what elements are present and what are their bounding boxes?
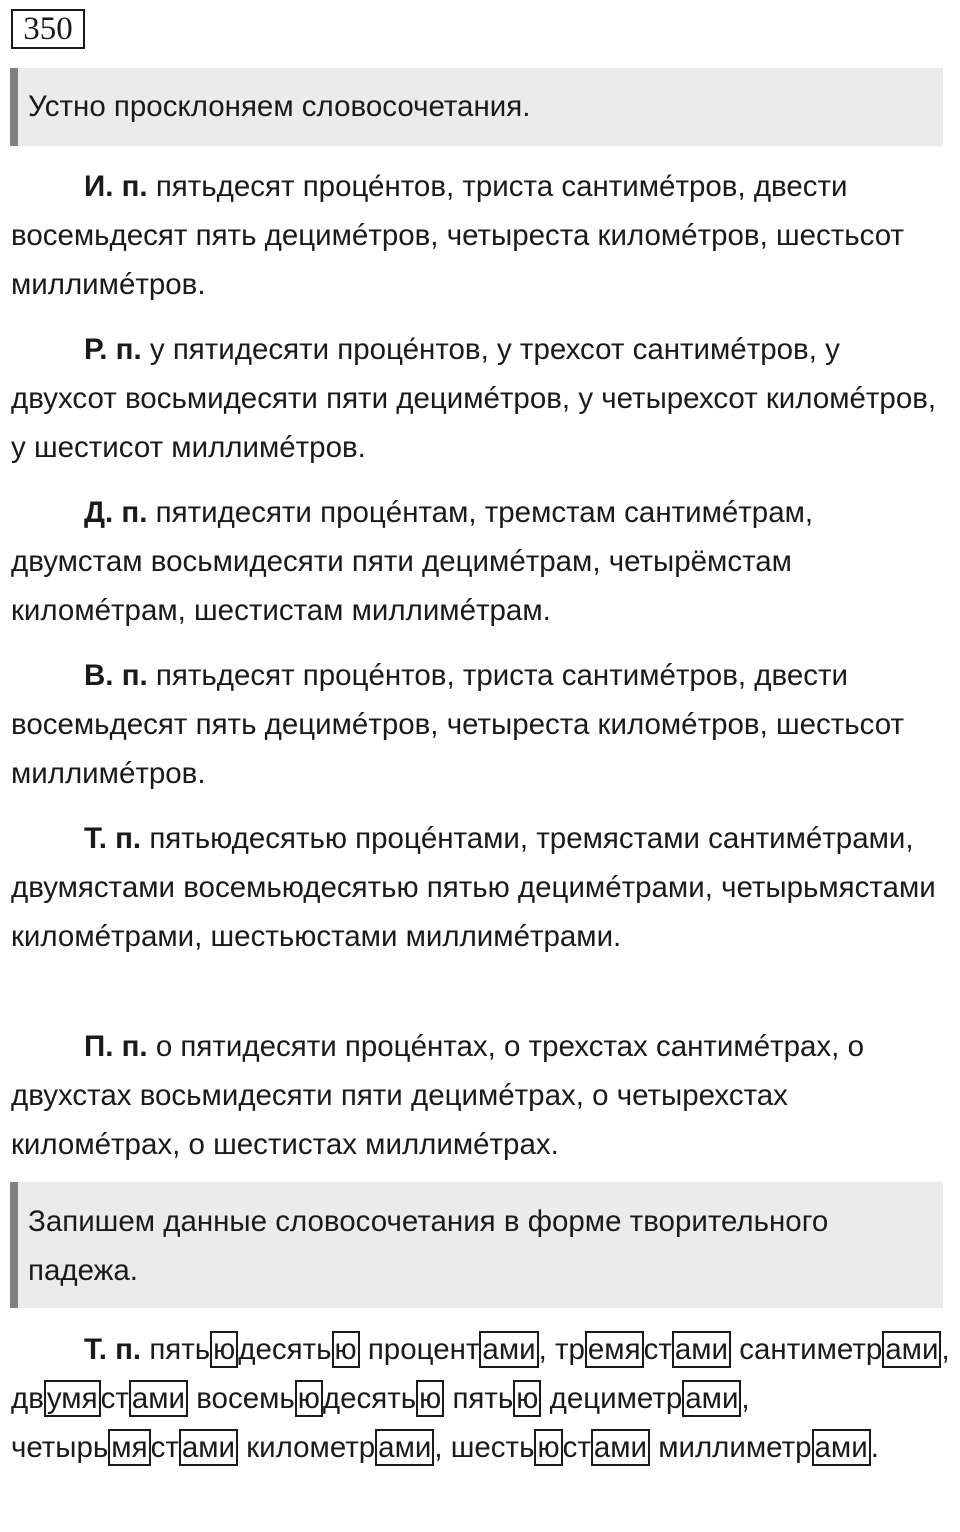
case-genitive — [11, 325, 951, 472]
text-fragment: ст — [100, 1382, 129, 1415]
highlighted-morpheme: ю — [534, 1429, 562, 1466]
text-fragment: , шесть — [434, 1431, 535, 1464]
final-instrumental — [11, 1325, 951, 1472]
highlighted-morpheme: ю — [416, 1380, 444, 1417]
exercise-number: 350 — [11, 9, 85, 49]
highlighted-morpheme: ами — [672, 1331, 731, 1368]
case-label: Р. п. — [84, 333, 142, 366]
highlighted-morpheme: мя — [108, 1429, 150, 1466]
final-text — [11, 1331, 950, 1466]
case-label: Т. п. — [84, 1333, 142, 1366]
highlighted-morpheme: ю — [210, 1331, 238, 1368]
text-fragment: ст — [150, 1431, 179, 1464]
case-text: пятьдесят проце́нтов, триста сантиме́тров, двести восемьдесят пять децимéтров, четыреста киломéтров, шестьсот миллимéтров. — [11, 170, 905, 301]
text-fragment: восемь — [188, 1382, 295, 1415]
case-text: у пятидесяти проце́нтов, у трехсот сантимéтров, у двухсот восьмидесяти пяти децимéтров, у четырехсот киломéтров, у шестисот миллимéтров. — [11, 333, 937, 464]
case-label: И. п. — [84, 170, 148, 203]
text-fragment: ст — [562, 1431, 591, 1464]
text-fragment: , тр — [538, 1333, 585, 1366]
case-label: В. п. — [84, 659, 148, 692]
case-label: Т. п. — [84, 822, 142, 855]
case-text: о пятидесяти процéнтах, о трехстах сантимéтрах, о двухстах восьмидесяти пяти децимéтрах, о четырехстах киломéтрах, о шестистах миллимéтрах. — [11, 1030, 864, 1161]
highlighted-morpheme: ами — [682, 1380, 741, 1417]
highlighted-morpheme: ю — [332, 1331, 360, 1368]
text-fragment: километр — [238, 1431, 376, 1464]
instruction-block-1: Устно просклоняем словосочетания. — [10, 68, 943, 146]
highlighted-morpheme: емя — [585, 1331, 644, 1368]
case-text: пятидесяти процéнтам, тремстам сантимéтрам, двумстам восьмидесяти пяти децимéтрам, четырёмстам киломéтрам, шестистам миллимéтрам. — [11, 496, 814, 627]
text-fragment: , четырь — [11, 1382, 750, 1464]
text-fragment: процент — [359, 1333, 480, 1366]
text-fragment: дециметр — [541, 1382, 683, 1415]
text-fragment: десять — [238, 1333, 332, 1366]
highlighted-morpheme: ами — [375, 1429, 434, 1466]
text-fragment: сантиметр — [731, 1333, 883, 1366]
highlighted-morpheme: ами — [479, 1331, 538, 1368]
case-nominative — [11, 162, 951, 309]
highlighted-morpheme: ами — [882, 1331, 941, 1368]
highlighted-morpheme: ю — [295, 1380, 323, 1417]
case-text: пятьдесят процéнтов, триста сантимéтров, двести восемьдесят пять децимéтров, четыреста киломéтров, шестьсот миллимéтров. — [11, 659, 905, 790]
text-fragment: пять — [149, 1333, 211, 1366]
case-label: П. п. — [84, 1030, 148, 1063]
text-fragment: . — [870, 1431, 879, 1464]
highlighted-morpheme: ами — [591, 1429, 650, 1466]
case-dative — [11, 488, 951, 635]
text-fragment: десять — [322, 1382, 417, 1415]
text-fragment: , дв — [11, 1333, 950, 1415]
instruction-block-2: Запишем данные словосочетания в форме творительного падежа. — [10, 1182, 943, 1308]
case-instrumental — [11, 814, 951, 961]
case-text: пятьюдесятью процéнтами, тремястами сантимéтрами, двумястами восемьюдесятью пятью децимéтрами, четырьмястами киломéтрами, шестьюстами миллимéтрами. — [11, 822, 936, 953]
text-fragment: ст — [643, 1333, 672, 1366]
highlighted-morpheme: ами — [179, 1429, 238, 1466]
highlighted-morpheme: ю — [513, 1380, 541, 1417]
case-prepositional — [11, 1022, 951, 1169]
text-fragment: пять — [444, 1382, 514, 1415]
highlighted-morpheme: ами — [129, 1380, 188, 1417]
highlighted-morpheme: ами — [812, 1429, 871, 1466]
case-accusative — [11, 651, 951, 798]
highlighted-morpheme: умя — [44, 1380, 101, 1417]
case-label: Д. п. — [84, 496, 148, 529]
text-fragment: миллиметр — [650, 1431, 812, 1464]
